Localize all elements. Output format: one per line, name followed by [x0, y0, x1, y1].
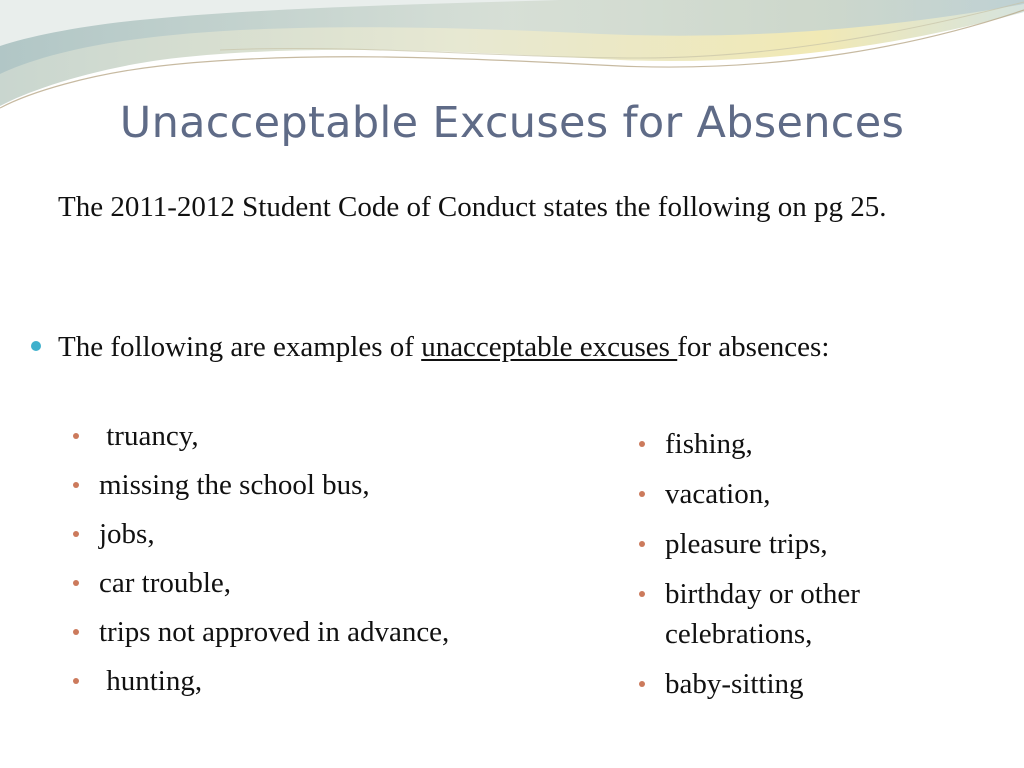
list-item: pleasure trips, [636, 524, 1006, 564]
bullet-dot-icon [73, 580, 79, 586]
list-item: truancy, [70, 416, 590, 456]
bullet-dot-icon [639, 541, 645, 547]
bullet-dot-icon [639, 681, 645, 687]
slide-title: Unacceptable Excuses for Absences [119, 98, 905, 148]
list-item: fishing, [636, 424, 1006, 464]
list-item: hunting, [70, 661, 590, 701]
list-item: trips not approved in advance, [70, 612, 590, 652]
bullet-dot-icon [639, 591, 645, 597]
bullet-dot-icon [639, 441, 645, 447]
main-bullet-text-before: The following are examples of [58, 331, 422, 363]
bullet-dot-icon [73, 482, 79, 488]
list-item: jobs, [70, 514, 590, 554]
main-bullet-text [58, 326, 958, 369]
list-item: baby-sitting [636, 664, 1006, 704]
right-excuse-list [636, 424, 1006, 714]
list-item: car trouble, [70, 563, 590, 603]
bullet-dot-icon [73, 433, 79, 439]
bullet-dot-icon [73, 678, 79, 684]
underlined-phrase: unacceptable excuses [421, 331, 678, 363]
main-bullet-text-after: for absences: [677, 331, 830, 363]
bullet-dot-icon [639, 491, 645, 497]
list-item: missing the school bus, [70, 465, 590, 505]
list-item: vacation, [636, 474, 1006, 514]
bullet-dot-icon [73, 531, 79, 537]
intro-paragraph: The 2011-2012 Student Code of Conduct states the following on pg 25. [58, 191, 887, 223]
bullet-dot-icon [73, 629, 79, 635]
left-excuse-list [70, 416, 590, 710]
bullet-dot-icon [31, 341, 41, 351]
list-item: birthday or other celebrations, [636, 574, 965, 654]
